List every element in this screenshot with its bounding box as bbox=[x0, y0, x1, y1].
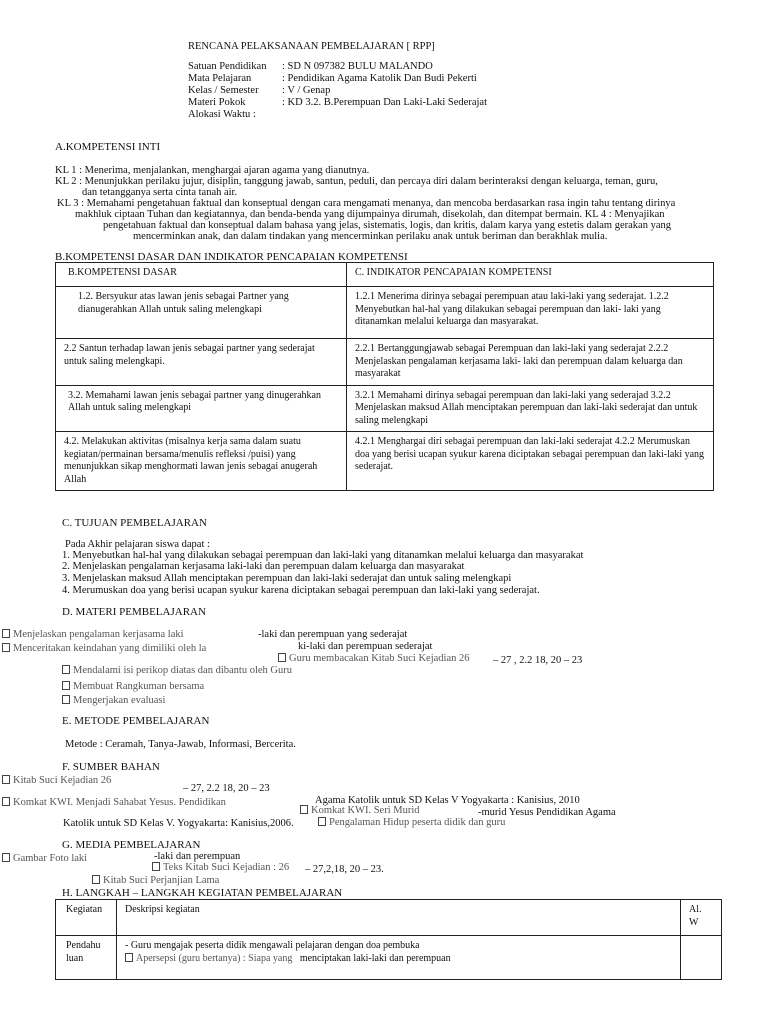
checkbox-icon bbox=[152, 862, 160, 871]
tujuan-item: 3. Menjelaskan maksud Allah menciptakan perempuan dan laki-laki sederajat dan untuk saling melengkapi bbox=[62, 573, 512, 584]
header-value: : SD N 097382 BULU MALANDO bbox=[282, 61, 433, 72]
sumber-item-line: Katolik untuk SD Kelas V. Yogyakarta: Kanisius,2006. bbox=[63, 818, 294, 829]
sumber-item-cont: -murid Yesus Pendidikan Agama bbox=[478, 807, 616, 818]
alokasi-cell bbox=[681, 936, 722, 980]
media-item: Gambar Foto laki bbox=[2, 852, 87, 866]
deskripsi-header: Deskripsi kegiatan bbox=[117, 900, 681, 936]
indikator-cell: 4.2.1 Menghargai diri sebagai perempuan dan laki-laki sederajat 4.2.2 Merumuskan doa yang berisi ucapan syukur karena diciptakan sebagai perempuan dan laki-laki yang sederajat. bbox=[347, 432, 714, 491]
tujuan-item: 2. Menjelaskan pengalaman kerjasama laki-laki dan perempuan dalam keluarga dan masyarakat bbox=[62, 561, 465, 572]
checkbox-icon bbox=[62, 665, 70, 674]
document-title: RENCANA PELAKSANAAN PEMBELAJARAN [ RPP] bbox=[188, 41, 435, 52]
kd-header: B.KOMPETENSI DASAR bbox=[56, 263, 347, 287]
sumber-item: Kitab Suci Kejadian 26 bbox=[2, 774, 111, 788]
deskripsi-line: Apersepsi (guru bertanya) : Siapa yang menciptakan laki-laki dan perempuan bbox=[125, 953, 672, 966]
section-a-title: A.KOMPETENSI INTI bbox=[55, 141, 161, 153]
sumber-item: Pengalaman Hidup peserta didik dan guru bbox=[318, 816, 505, 830]
ki-3-line4: mencerminkan anak, dan dalam tindakan yang mencerminkan perilaku anak untuk beriman dan berakhlak mulia. bbox=[133, 231, 608, 242]
checkbox-icon bbox=[2, 643, 10, 652]
kompetensi-table bbox=[55, 262, 714, 491]
indikator-cell: 3.2.1 Memahami dirinya sebagai perempuan dan laki-laki yang sederajad 3.2.2 Menjelaskan maksud Allah menciptakan perempuan dan laki-laki sederajat dan untuk saling melengkapi bbox=[347, 385, 714, 432]
media-item-cont: -laki dan perempuan bbox=[154, 851, 241, 862]
materi-item: Membuat Rangkuman bersama bbox=[62, 680, 204, 694]
indikator-cell: 1.2.1 Menerima dirinya sebagai perempuan atau laki-laki yang sederajat. 1.2.2 Menyebutkan hal-hal yang dilakukan sebagai perempuan dan laki- laki yang ditanamkan melalui keluarga dan masyarakat. bbox=[347, 287, 714, 339]
section-h-title: H. LANGKAH – LANGKAH KEGIATAN PEMBELAJARAN bbox=[62, 887, 343, 899]
materi-item-cont: -laki dan perempuan yang sederajat bbox=[258, 629, 408, 640]
ki-3-line2: makhluk ciptaan Tuhan dan kegiatannya, dan benda-benda yang dijumpainya dirumah, disekolah, dan ditempat bermain. KL 4 : Menyajikan bbox=[75, 209, 665, 220]
checkbox-icon bbox=[92, 875, 100, 884]
materi-item: Mendalami isi perikop diatas dan dibantu oleh Guru bbox=[62, 664, 292, 678]
kegiatan-header: Kegiatan bbox=[56, 900, 117, 936]
tujuan-intro: Pada Akhir pelajaran siswa dapat : bbox=[65, 539, 210, 550]
ki-1: KL 1 : Menerima, menjalankan, menghargai ajaran agama yang dianutnya. bbox=[55, 165, 370, 176]
tujuan-item: 4. Merumuskan doa yang berisi ucapan syukur karena diciptakan sebagai perempuan dan laki-laki yang sederajat. bbox=[62, 585, 540, 596]
checkbox-icon bbox=[318, 817, 326, 826]
header-label: Materi Pokok bbox=[188, 97, 246, 108]
sumber-item-cont: Agama Katolik untuk SD Kelas V Yogyakarta : Kanisius, 2010 bbox=[315, 795, 580, 806]
checkbox-icon bbox=[62, 681, 70, 690]
deskripsi-line: - Guru mengajak peserta didik mengawali pelajaran dengan doa pembuka bbox=[125, 940, 420, 951]
ki-3-line3: pengetahuan faktual dan konseptual dalam bahasa yang jelas, sistematis, logis, dan kritis, dalam karya yang estetis dalam gerakan yang bbox=[103, 220, 671, 231]
materi-item-cont: ki-laki dan perempuan sederajat bbox=[298, 641, 433, 652]
header-label: Satuan Pendidikan bbox=[188, 61, 267, 72]
checkbox-icon bbox=[62, 695, 70, 704]
kd-cell: 1.2. Bersyukur atas lawan jenis sebagai Partner yang dianugerahkan Allah untuk saling melengkapi bbox=[56, 287, 347, 339]
media-item: Teks Kitab Suci Kejadian : 26 bbox=[152, 861, 289, 875]
materi-item: Menceritakan keindahan yang dimiliki oleh la bbox=[2, 642, 206, 656]
metode-text: Metode : Ceramah, Tanya-Jawab, Informasi, Bercerita. bbox=[65, 739, 296, 750]
section-b-title: B.KOMPETENSI DASAR DAN INDIKATOR PENCAPAIAN KOMPETENSI bbox=[55, 251, 408, 263]
media-item-cont: – 27,2,18, 20 – 23. bbox=[305, 864, 384, 875]
kd-cell: 4.2. Melakukan aktivitas (misalnya kerja sama dalam suatu kegiatan/permainan bersama/menulis refleksi /puisi) yang menunjukkan sikap menghormati lawan jenis sebagai anugerah Allah bbox=[56, 432, 347, 491]
checkbox-icon bbox=[125, 953, 133, 962]
sumber-item-cont: – 27, 2.2 18, 20 – 23 bbox=[183, 783, 270, 794]
indikator-cell: 2.2.1 Bertanggungjawab sebagai Perempuan dan laki-laki yang sederajat 2.2.2 Menjelaskan pengalaman kerjasama laki- laki dan perempuan dalam keluarga dan masyarakat bbox=[347, 339, 714, 386]
ki-2-line1: KL 2 : Menunjukkan perilaku jujur, disiplin, tanggung jawab, santun, peduli, dan percaya diri dalam berinteraksi dengan keluarga, teman, guru, bbox=[55, 176, 658, 187]
sumber-item: Komkat KWI. Seri Murid bbox=[300, 804, 419, 818]
section-c-title: C. TUJUAN PEMBELAJARAN bbox=[62, 517, 207, 529]
deskripsi-cell bbox=[117, 936, 681, 980]
materi-item: Menjelaskan pengalaman kerjasama laki bbox=[2, 628, 184, 642]
alokasi-header: Al. W bbox=[681, 900, 722, 936]
langkah-table bbox=[55, 899, 722, 980]
checkbox-icon bbox=[2, 797, 10, 806]
materi-item: Mengerjakan evaluasi bbox=[62, 694, 165, 708]
ki-2-line2: dan tetangganya serta cinta tanah air. bbox=[82, 187, 238, 198]
header-label: Alokasi Waktu : bbox=[188, 109, 256, 120]
kegiatan-cell: Pendahu luan bbox=[56, 936, 117, 980]
kd-cell: 3.2. Memahami lawan jenis sebagai partner yang dinugerahkan Allah untuk saling melengkapi bbox=[56, 385, 347, 432]
checkbox-icon bbox=[2, 853, 10, 862]
checkbox-icon bbox=[2, 775, 10, 784]
checkbox-icon bbox=[300, 805, 308, 814]
indikator-header: C. INDIKATOR PENCAPAIAN KOMPETENSI bbox=[347, 263, 714, 287]
header-label: Kelas / Semester bbox=[188, 85, 259, 96]
header-value: : V / Genap bbox=[282, 85, 331, 96]
media-item: Kitab Suci Perjanjian Lama bbox=[92, 874, 219, 888]
tujuan-item: 1. Menyebutkan hal-hal yang dilakukan sebagai perempuan dan laki-laki yang ditanamkan melalui keluarga dan masyarakat bbox=[62, 550, 584, 561]
checkbox-icon bbox=[278, 653, 286, 662]
ki-3-line1: KL 3 : Memahami pengetahuan faktual dan konseptual dengan cara mengamati menanya, dan mencoba berdasarkan rasa ingin tahu tentang dirinya bbox=[57, 198, 676, 209]
checkbox-icon bbox=[2, 629, 10, 638]
section-e-title: E. METODE PEMBELAJARAN bbox=[62, 715, 210, 727]
kd-cell: 2.2 Santun terhadap lawan jenis sebagai partner yang sederajat untuk saling melengkapi. bbox=[56, 339, 347, 386]
header-value: : KD 3.2. B.Perempuan Dan Laki-Laki Sederajat bbox=[282, 97, 487, 108]
section-d-title: D. MATERI PEMBELAJARAN bbox=[62, 606, 206, 618]
section-f-title: F. SUMBER BAHAN bbox=[62, 761, 160, 773]
header-value: : Pendidikan Agama Katolik Dan Budi Pekerti bbox=[282, 73, 477, 84]
materi-item-cont: – 27 , 2.2 18, 20 – 23 bbox=[493, 655, 583, 666]
materi-item: Guru membacakan Kitab Suci Kejadian 26 bbox=[278, 652, 469, 666]
sumber-item: Komkat KWI. Menjadi Sahabat Yesus. Pendidikan bbox=[2, 796, 226, 810]
header-label: Mata Pelajaran bbox=[188, 73, 252, 84]
section-g-title: G. MEDIA PEMBELAJARAN bbox=[62, 839, 201, 851]
